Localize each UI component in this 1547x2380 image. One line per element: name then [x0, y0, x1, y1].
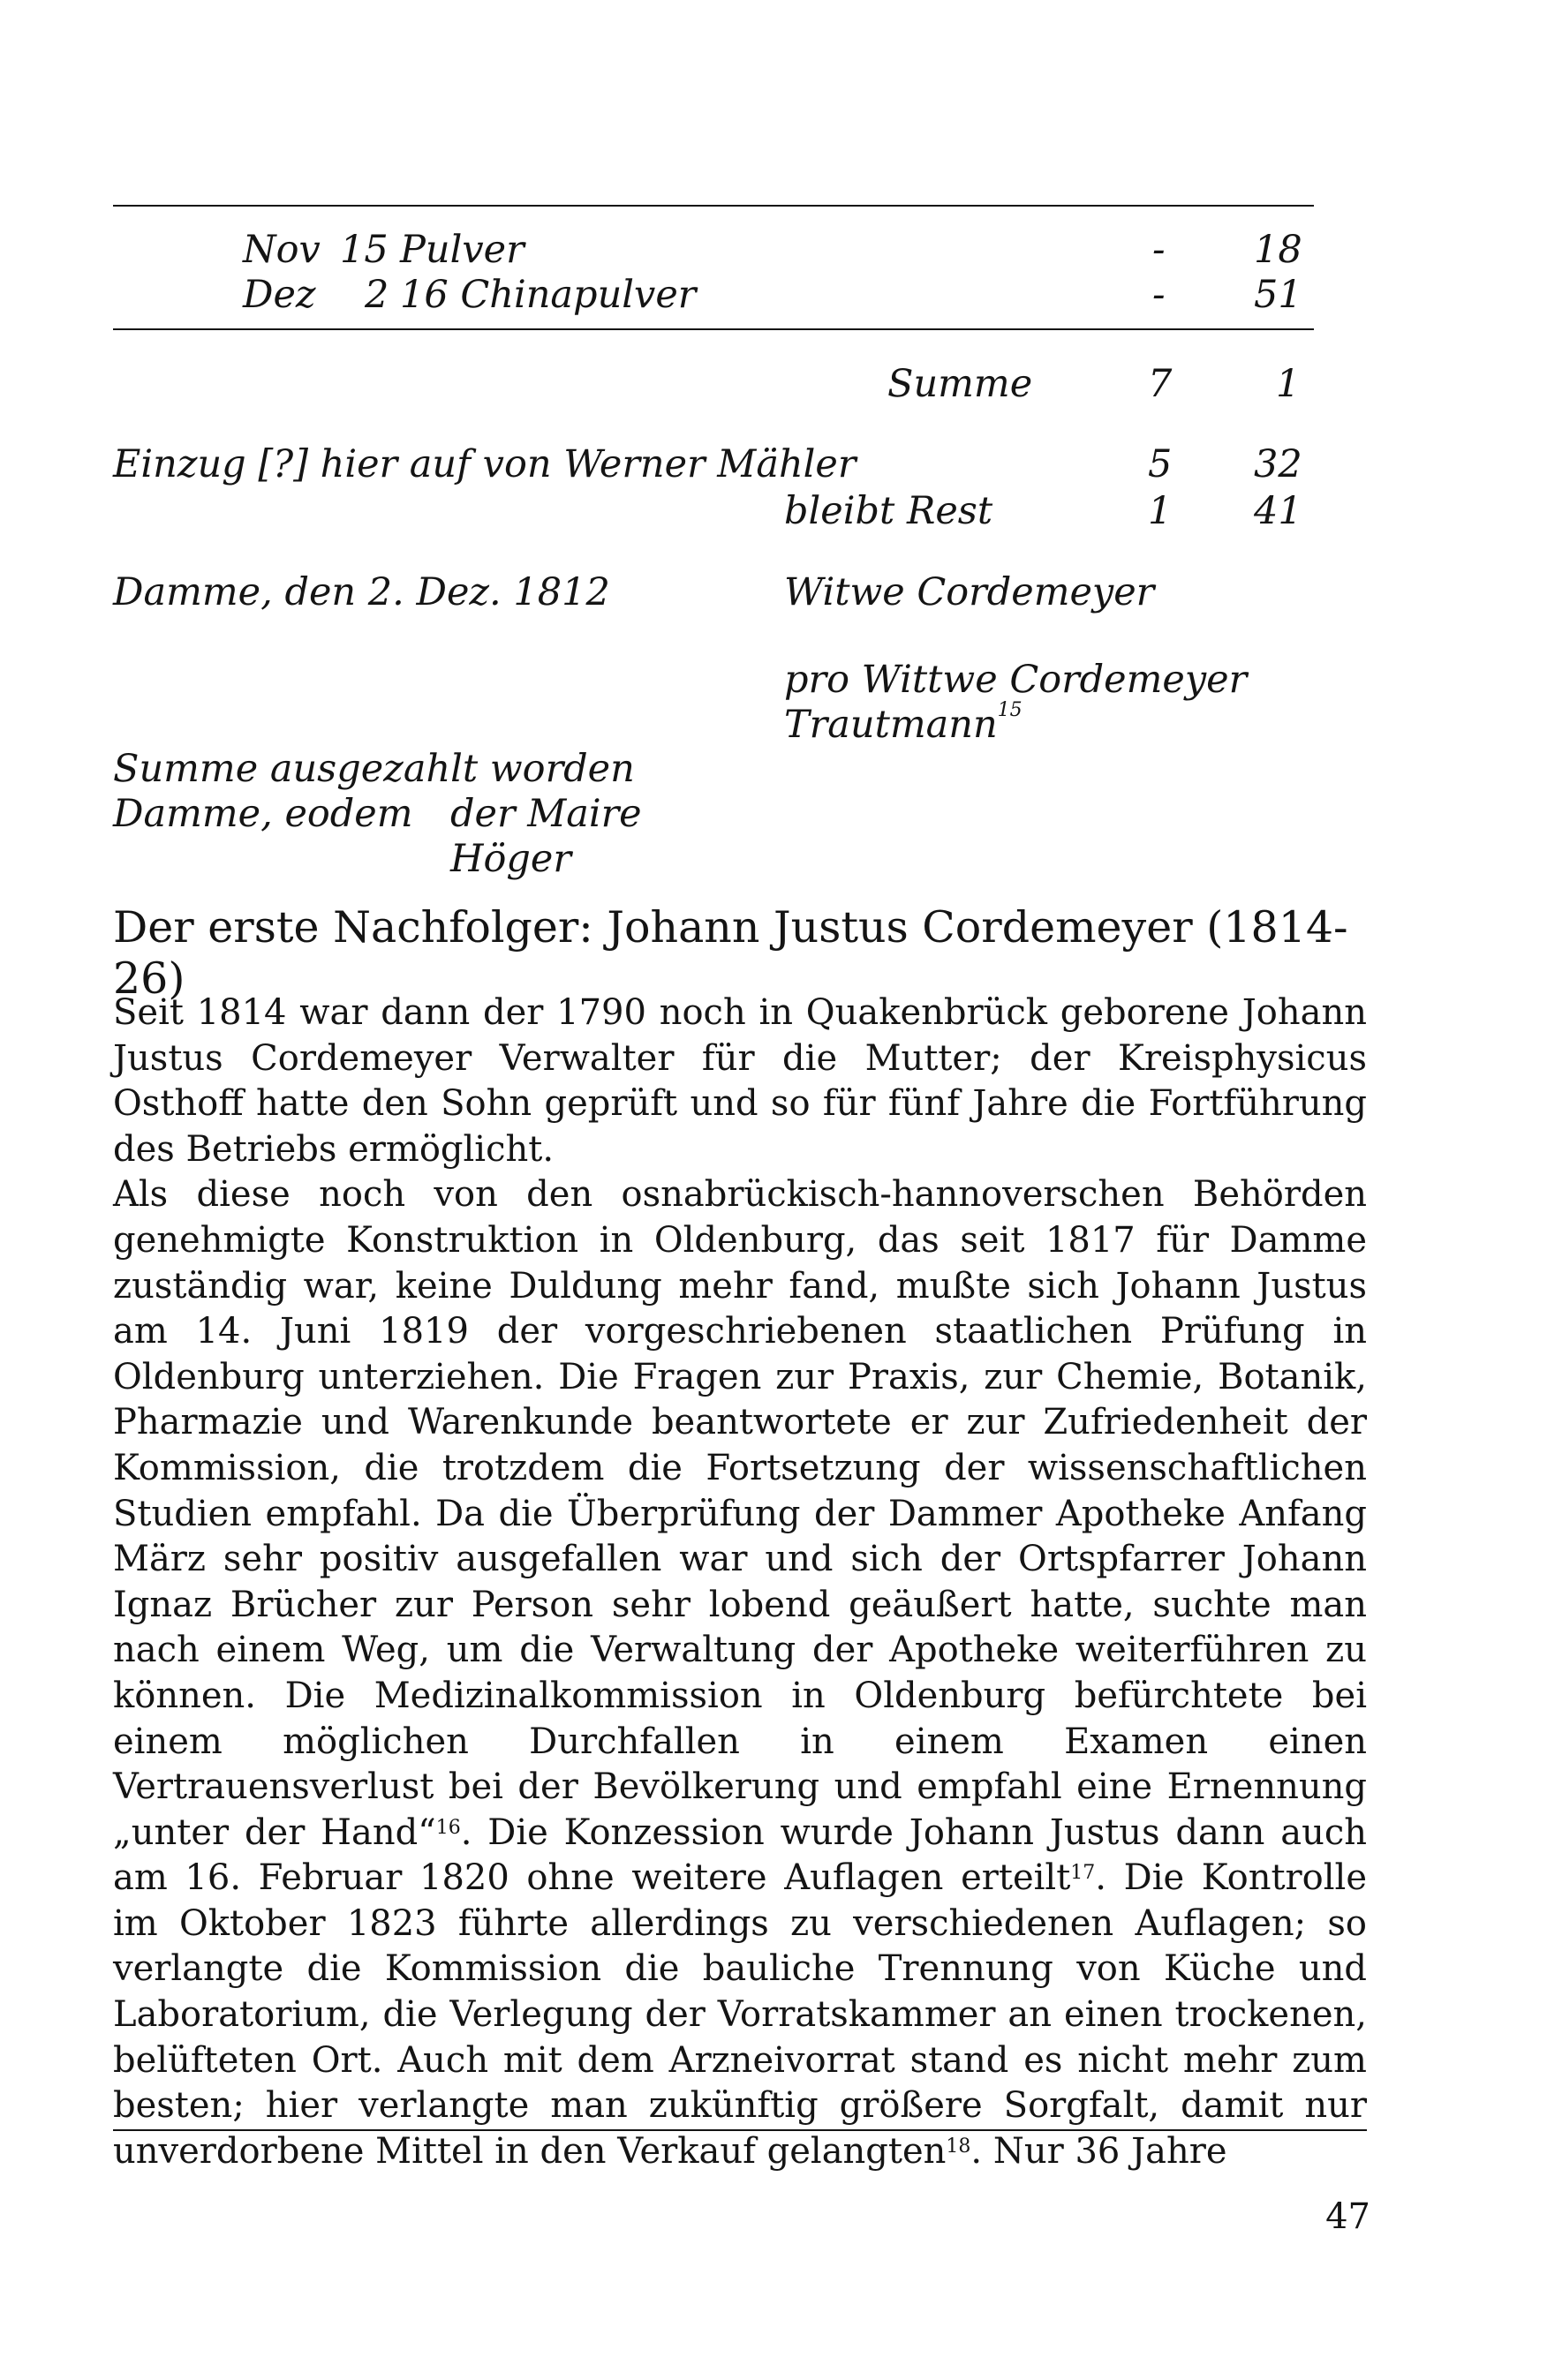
paragraph-2-end: . Nur 36 Jahre — [970, 2130, 1227, 2172]
trautmann-name: Trautmann — [784, 703, 998, 747]
pro-widow-line: pro Wittwe Cordemeyer — [784, 658, 1248, 702]
einzug-value-a: 5 — [1148, 442, 1173, 486]
bottom-rule — [113, 2129, 1367, 2131]
row-2-month: Dez — [243, 273, 316, 317]
summe-label: Summe — [887, 362, 1033, 406]
footnote-marker: 17 — [1070, 1862, 1096, 1885]
summe-value-a: 7 — [1148, 362, 1173, 406]
rest-value-b: 41 — [1254, 489, 1302, 533]
body-text — [113, 990, 1367, 2174]
widow-signature: Witwe Cordemeyer — [784, 570, 1155, 614]
einzug-label: Einzug [?] hier auf von Werner Mähler — [113, 442, 857, 486]
paragraph-1: Seit 1814 war dann der 1790 noch in Quakenbrück geborene Johann Justus Cordemeyer Verwalter für die Mutter; der Kreisphysicus Osthoff hatte den Sohn geprüft und so für fünf Jahre die Fortführung des Betriebs ermöglicht. — [113, 992, 1367, 1170]
page-number: 47 — [1325, 2196, 1370, 2237]
footnote-marker: 15 — [997, 699, 1023, 721]
row-1-month: Nov — [243, 228, 321, 272]
row-1-amount: 18 — [1254, 228, 1302, 272]
paid-line: Summe ausgezahlt worden — [113, 747, 635, 791]
row-2-day: 2 — [365, 273, 389, 317]
row-2-dash: - — [1152, 273, 1166, 317]
hoeger-signature: Höger — [450, 837, 571, 881]
eodem-line: Damme, eodem — [113, 792, 413, 836]
maire-line: der Maire — [450, 792, 642, 836]
einzug-value-b: 32 — [1254, 442, 1302, 486]
table-rule — [113, 328, 1314, 330]
section-heading: Der erste Nachfolger: Johann Justus Cordemeyer (1814-26) — [113, 902, 1348, 1004]
row-1-item: Pulver — [400, 228, 524, 272]
row-1-day: 15 — [340, 228, 389, 272]
paragraph-2-start: Als diese noch von den osnabrückisch-hannoverschen Behörden genehmigte Konstruktion in Oldenburg, das seit 1817 für Damme zuständig war, keine Duldung mehr fand, mußte sich Johann Justus am 14. Juni 1819 der vorgeschriebenen staatlichen Prüfung in Oldenburg unterziehen. Die Fragen zur Praxis, zur Chemie, Botanik, Pharmazie und Warenkunde beantwortete er zur Zufriedenheit der Kommission, die trotzdem die Fortsetzung der wissenschaftlichen Studien empfahl. Da die Überprüfung der Dammer Apotheke Anfang März sehr positiv ausgefallen war und sich der Ortspfarrer Johann Ignaz Brücher zur Person sehr lobend geäußert hatte, suchte man nach einem Weg, um die Verwaltung der Apotheke weiterführen zu können. Die Medizinalkommission in Oldenburg befürchtete bei einem möglichen Durchfallen in einem Examen einen Vertrauensverlust bei der Bevölkerung und empfahl eine Ernennung „unter der Hand“ — [113, 1174, 1367, 1853]
rest-value-a: 1 — [1148, 489, 1173, 533]
paragraph-2-mid: . Die Konzession wurde Johann Justus dann auch am 16. Februar 1820 ohne weitere Auflagen erteilt — [113, 1811, 1367, 1899]
summe-value-b: 1 — [1276, 362, 1301, 406]
place-date: Damme, den 2. Dez. 1812 — [113, 570, 610, 614]
row-2-item: 16 Chinapulver — [400, 273, 697, 317]
paragraph-2-mid2: . Die Kontrolle im Oktober 1823 führte allerdings zu verschiedenen Auflagen; so verlangte die Kommission die bauliche Trennung von Küche und Laboratorium, die Verlegung der Vorratskammer an einen trockenen, belüfteten Ort. Auch mit dem Arzneivorrat stand es nicht mehr zum besten; hier verlangte man zukünftig größere Sorgfalt, damit nur unverdorbene Mittel in den Verkauf gelangten — [113, 1857, 1367, 2172]
rest-label: bleibt Rest — [784, 489, 993, 533]
row-1-dash: - — [1152, 228, 1166, 272]
footnote-marker: 16 — [435, 1816, 461, 1839]
top-rule — [113, 205, 1314, 207]
paragraph-2 — [113, 1172, 1367, 2174]
trautmann-signature — [784, 699, 1023, 747]
row-2-amount: 51 — [1254, 273, 1302, 317]
footnote-marker: 18 — [946, 2135, 971, 2158]
